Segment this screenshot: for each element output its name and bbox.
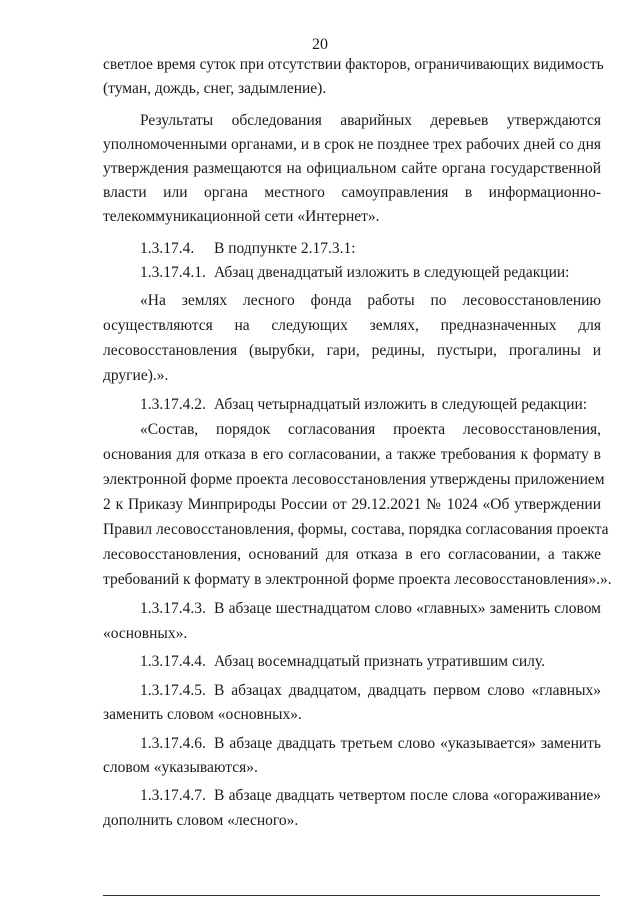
- clause-1-3-17-4-2: [140, 395, 601, 415]
- clause-1-3-17-4: [140, 239, 601, 259]
- text-line: утверждения размещаются на официальном сайте органа государственной: [103, 160, 601, 177]
- text-line: лесовосстановления (вырубки, гари, редины, пустыри, прогалины и: [103, 342, 601, 359]
- text-line: власти или органа местного самоуправления в информационно-: [103, 184, 601, 201]
- clause-text: Абзац четырнадцатый изложить в следующей редакции:: [214, 396, 588, 413]
- clause-number: 1.3.17.4.4.: [140, 653, 206, 670]
- quote-first-line: «Состав, порядок согласования проекта лесовосстановления,: [140, 421, 601, 438]
- quote-first-line: «На землях лесного фонда работы по лесовосстановлению: [140, 292, 601, 309]
- clause-number: 1.3.17.4.1.: [140, 264, 206, 281]
- clause-1-3-17-4-7: [140, 786, 601, 806]
- text-line: лесовосстановления, оснований для отказа в его согласовании, а также: [103, 546, 601, 563]
- text-line: (туман, дождь, снег, задымление).: [103, 80, 327, 97]
- paragraph-first-line: Результаты обследования аварийных деревьев утверждаются: [140, 112, 601, 129]
- text-line: «основных».: [103, 625, 188, 642]
- text-line: уполномоченными органами, и в срок не позднее трех рабочих дней со дня: [103, 136, 601, 153]
- clause-text: В абзаце шестнадцатом слово «главных» заменить словом: [214, 600, 601, 617]
- text-line: осуществляются на следующих землях, предназначенных для: [103, 317, 601, 334]
- clause-text: Абзац восемнадцатый признать утратившим силу.: [214, 653, 545, 670]
- clause-number: 1.3.17.4.7.: [140, 787, 206, 804]
- clause-number: 1.3.17.4.: [140, 240, 195, 257]
- clause-1-3-17-4-1: [140, 263, 601, 283]
- clause-number: 1.3.17.4.2.: [140, 396, 206, 413]
- clause-text: В абзаце двадцать четвертом после слова «огораживание»: [214, 787, 601, 804]
- clause-text: Абзац двенадцатый изложить в следующей редакции:: [214, 264, 570, 281]
- text-line: 2 к Приказу Минприроды России от 29.12.2021 № 1024 «Об утверждении: [103, 496, 601, 513]
- footer-divider: [103, 895, 600, 896]
- text-line: заменить словом «основных».: [103, 706, 302, 723]
- clause-1-3-17-4-5: [140, 681, 601, 701]
- text-line: Правил лесовосстановления, формы, состава, порядка согласования проекта: [103, 521, 609, 538]
- clause-text: В абзацах двадцатом, двадцать первом слово «главных»: [214, 682, 601, 699]
- text-line: требований к формату в электронной форме проекта лесовосстановления».».: [103, 571, 612, 588]
- page-number: 20: [312, 36, 328, 53]
- clause-number: 1.3.17.4.3.: [140, 600, 206, 617]
- text-line: дополнить словом «лесного».: [103, 812, 299, 829]
- text-line: основания для отказа в его согласовании, а также требования к формату в: [103, 446, 601, 463]
- text-line: словом «указываются».: [103, 759, 258, 776]
- clause-1-3-17-4-6: [140, 734, 601, 754]
- text-line: светлое время суток при отсутствии факторов, ограничивающих видимость: [103, 56, 604, 73]
- clause-1-3-17-4-4: [140, 652, 601, 672]
- text-line: телекоммуникационной сети «Интернет».: [103, 208, 380, 225]
- clause-number: 1.3.17.4.5.: [140, 682, 206, 699]
- clause-text: В абзаце двадцать третьем слово «указывается» заменить: [214, 735, 601, 752]
- text-line: другие).».: [103, 367, 169, 384]
- clause-number: 1.3.17.4.6.: [140, 735, 206, 752]
- text-line: электронной форме проекта лесовосстановления утверждены приложением: [103, 471, 605, 488]
- clause-1-3-17-4-3: [140, 599, 601, 619]
- clause-text: В подпункте 2.17.3.1:: [214, 240, 356, 257]
